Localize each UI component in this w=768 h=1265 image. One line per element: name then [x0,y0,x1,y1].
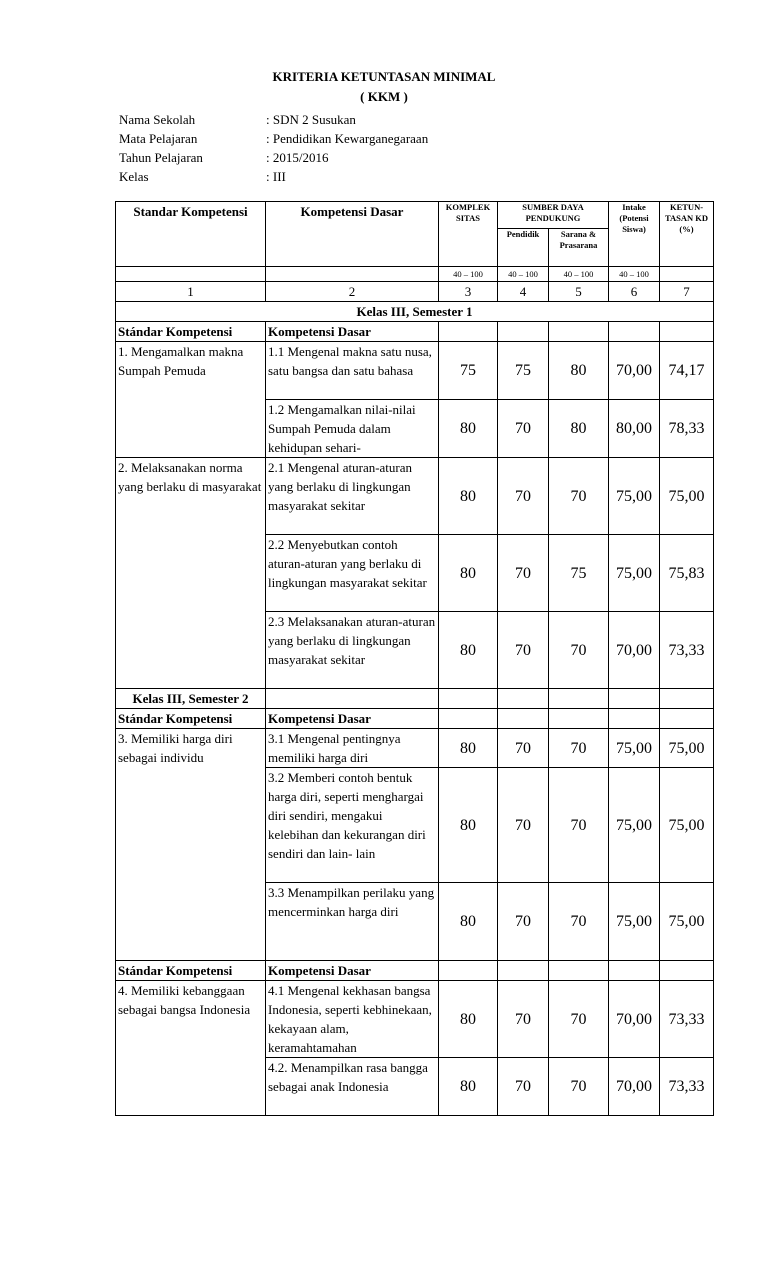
empty-cell [498,961,549,981]
value-intake: 75,00 [609,729,660,768]
empty-cell [549,961,609,981]
header-kompetensi-dasar: Kompetensi Dasar [266,202,439,267]
value-pendidik: 70 [498,535,549,612]
document-title: KRITERIA KETUNTASAN MINIMAL [272,69,496,84]
header-kompleksitas: KOMPLEK SITAS [439,202,498,267]
semester-1-heading: Kelas III, Semester 1 [116,302,714,322]
value-intake: 75,00 [609,458,660,535]
kd-3-1: 3.1 Mengenal pentingnya memiliki harga diri [266,729,439,768]
empty-cell [439,322,498,342]
value-intake: 70,00 [609,981,660,1058]
value-kompleksitas: 80 [439,981,498,1058]
value-sarana: 70 [549,981,609,1058]
empty-cell [498,689,549,709]
value-intake: 70,00 [609,612,660,689]
kd-4-1: 4.1 Mengenal kekhasan bangsa Indonesia, seperti kebhinekaan, kekayaan alam, keramahtamahan [266,981,439,1058]
info-label: Kelas [119,169,149,184]
value-ketuntasan: 78,33 [660,400,714,458]
value-pendidik: 70 [498,883,549,961]
table-row [116,458,714,535]
empty-cell [266,689,439,709]
school-info [119,110,428,186]
value-sarana: 70 [549,458,609,535]
empty-cell [660,709,714,729]
value-kompleksitas: 75 [439,342,498,400]
value-intake: 75,00 [609,768,660,883]
kd-1-1: 1.1 Mengenal makna satu nusa, satu bangsa dan satu bahasa [266,342,439,400]
range-cell: 40 – 100 [498,267,549,282]
col-label-sk: Stándar Kompetensi [116,322,266,342]
value-pendidik: 70 [498,981,549,1058]
value-sarana: 80 [549,342,609,400]
column-number: 3 [439,282,498,302]
value-kompleksitas: 80 [439,883,498,961]
value-pendidik: 75 [498,342,549,400]
value-intake: 75,00 [609,535,660,612]
kd-2-1: 2.1 Mengenal aturan-aturan yang berlaku di lingkungan masyarakat sekitar [266,458,439,535]
value-ketuntasan: 73,33 [660,1058,714,1116]
empty-cell [660,689,714,709]
standar-kompetensi-3: 3. Memiliki harga diri sebagai individu [116,729,266,961]
kd-3-3: 3.3 Menampilkan perilaku yang mencerminkan harga diri [266,883,439,961]
empty-cell [439,709,498,729]
info-value: : III [266,169,286,184]
value-ketuntasan: 73,33 [660,981,714,1058]
document-subtitle: ( KKM ) [360,89,408,104]
column-number: 6 [609,282,660,302]
value-ketuntasan: 73,33 [660,612,714,689]
info-row-class [119,167,428,186]
value-sarana: 70 [549,1058,609,1116]
kd-1-2: 1.2 Mengamalkan nilai-nilai Sumpah Pemuda dalam kehidupan sehari- [266,400,439,458]
value-kompleksitas: 80 [439,612,498,689]
kd-4-2: 4.2. Menampilkan rasa bangga sebagai anak Indonesia [266,1058,439,1116]
info-row-year [119,148,428,167]
header-ketuntasan: KETUN- TASAN KD (%) [660,202,714,267]
range-empty-cell [660,267,714,282]
kd-3-2: 3.2 Memberi contoh bentuk harga diri, seperti menghargai diri sendiri, mengakui kelebihan dan kekurangan diri sendiri dan lain- lain [266,768,439,883]
value-pendidik: 70 [498,612,549,689]
value-sarana: 75 [549,535,609,612]
empty-cell [609,322,660,342]
col-label-kd: Kompetensi Dasar [266,709,439,729]
column-number: 2 [266,282,439,302]
standar-kompetensi-2: 2. Melaksanakan norma yang berlaku di masyarakat [116,458,266,689]
empty-cell [549,709,609,729]
table-row [116,342,714,400]
column-number: 5 [549,282,609,302]
empty-cell [498,322,549,342]
info-label: Nama Sekolah [119,112,196,127]
value-kompleksitas: 80 [439,1058,498,1116]
value-kompleksitas: 80 [439,535,498,612]
value-pendidik: 70 [498,458,549,535]
standar-kompetensi-4: 4. Memiliki kebanggaan sebagai bangsa Indonesia [116,981,266,1116]
empty-cell [660,961,714,981]
value-ketuntasan: 75,00 [660,729,714,768]
range-cell: 40 – 100 [549,267,609,282]
standar-kompetensi-1: 1. Mengamalkan makna Sumpah Pemuda [116,342,266,458]
value-ketuntasan: 75,00 [660,883,714,961]
range-empty-cell [116,267,266,282]
value-ketuntasan: 75,00 [660,458,714,535]
value-intake: 70,00 [609,342,660,400]
value-intake: 80,00 [609,400,660,458]
header-standar-kompetensi: Standar Kompetensi [116,202,266,267]
empty-cell [609,709,660,729]
col-label-kd: Kompetensi Dasar [266,322,439,342]
info-row-subject [119,129,428,148]
empty-cell [660,322,714,342]
value-ketuntasan: 75,00 [660,768,714,883]
value-kompleksitas: 80 [439,458,498,535]
value-pendidik: 70 [498,400,549,458]
table-row [116,981,714,1058]
value-kompleksitas: 80 [439,729,498,768]
info-label: Tahun Pelajaran [119,150,203,165]
kd-2-2: 2.2 Menyebutkan contoh aturan-aturan yang berlaku di lingkungan masyarakat sekitar [266,535,439,612]
kkm-table [115,201,714,1116]
value-sarana: 70 [549,883,609,961]
empty-cell [609,961,660,981]
empty-cell [549,689,609,709]
header-sarana: Sarana & Prasarana [549,229,609,267]
value-sarana: 70 [549,768,609,883]
value-ketuntasan: 75,83 [660,535,714,612]
semester-2-heading: Kelas III, Semester 2 [116,689,266,709]
header-pendidik: Pendidik [498,229,549,267]
range-cell: 40 – 100 [609,267,660,282]
value-intake: 70,00 [609,1058,660,1116]
info-value: : SDN 2 Susukan [266,112,356,127]
info-label: Mata Pelajaran [119,131,198,146]
column-number: 1 [116,282,266,302]
column-number: 7 [660,282,714,302]
value-kompleksitas: 80 [439,768,498,883]
value-ketuntasan: 74,17 [660,342,714,400]
value-sarana: 70 [549,612,609,689]
header-sumber-daya: SUMBER DAYA PENDUKUNG [498,202,609,229]
col-label-sk: Stándar Kompetensi [116,961,266,981]
value-pendidik: 70 [498,729,549,768]
value-pendidik: 70 [498,768,549,883]
col-label-kd: Kompetensi Dasar [266,961,439,981]
column-number: 4 [498,282,549,302]
kd-2-3: 2.3 Melaksanakan aturan-aturan yang berlaku di lingkungan masyarakat sekitar [266,612,439,689]
value-sarana: 80 [549,400,609,458]
col-label-sk: Stándar Kompetensi [116,709,266,729]
empty-cell [609,689,660,709]
empty-cell [439,689,498,709]
info-row-school [119,110,428,129]
range-cell: 40 – 100 [439,267,498,282]
table-row [116,729,714,768]
info-value: : 2015/2016 [266,150,329,165]
value-kompleksitas: 80 [439,400,498,458]
value-intake: 75,00 [609,883,660,961]
info-value: : Pendidikan Kewarganegaraan [266,131,429,146]
empty-cell [549,322,609,342]
value-pendidik: 70 [498,1058,549,1116]
empty-cell [498,709,549,729]
range-empty-cell [266,267,439,282]
empty-cell [439,961,498,981]
value-sarana: 70 [549,729,609,768]
header-intake: Intake (Potensi Siswa) [609,202,660,267]
